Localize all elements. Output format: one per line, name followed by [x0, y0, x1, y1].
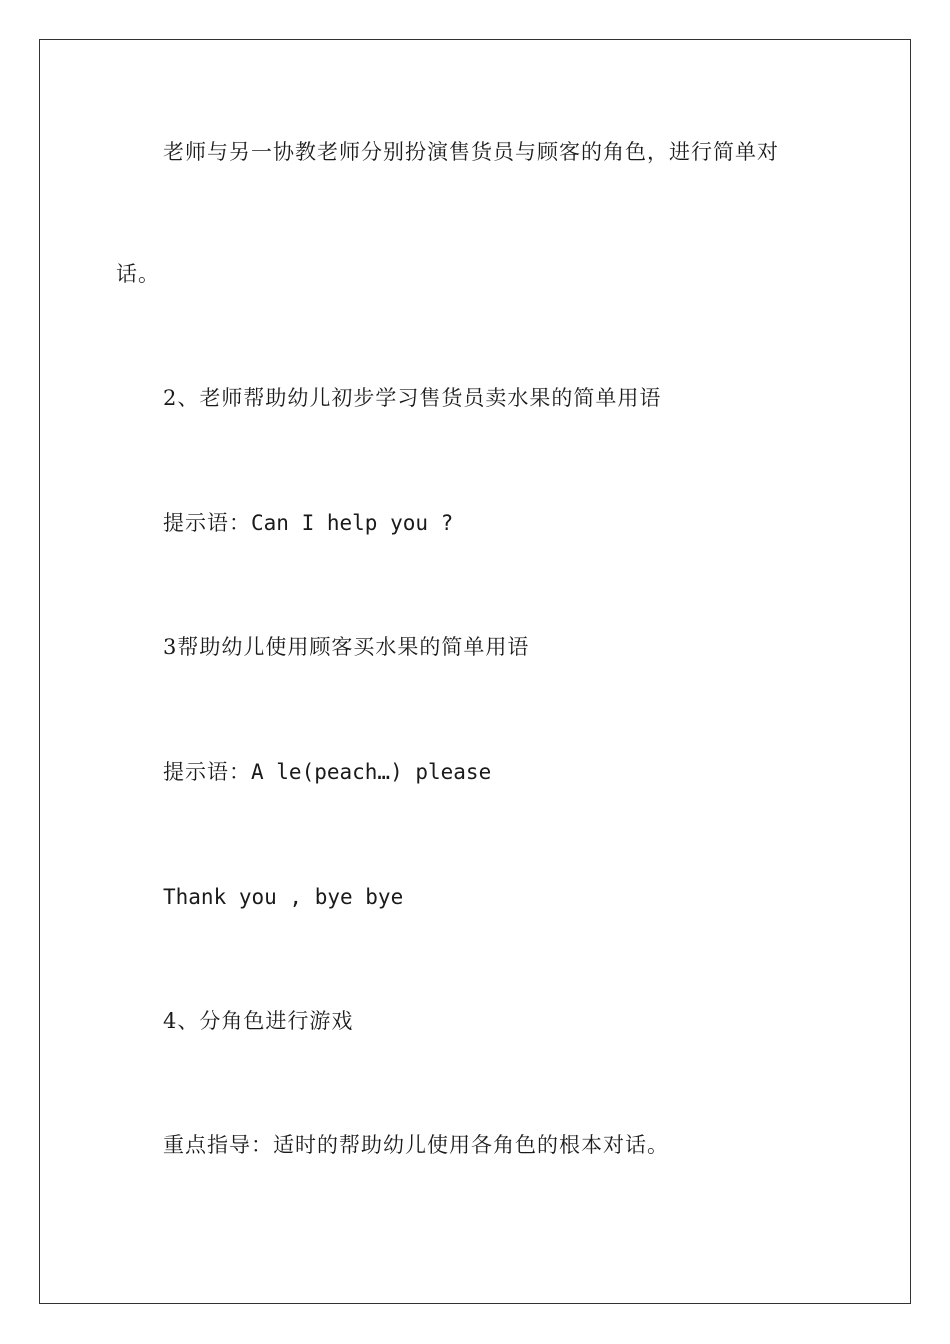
- paragraph-roleplay-intro: 老师与另一协教老师分别扮演售货员与顾客的角色，进行简单对: [163, 140, 779, 164]
- paragraph-step-3: 3帮助幼儿使用顾客买水果的简单用语: [163, 635, 530, 659]
- paragraph-thank-you: Thank you , bye bye: [163, 885, 404, 909]
- paragraph-roleplay-intro-continued: 话。: [116, 262, 160, 286]
- paragraph-step-4: 4、分角色进行游戏: [163, 1009, 354, 1033]
- prompt-label: 提示语：: [163, 760, 251, 784]
- prompt-english: Can I help you ?: [251, 511, 454, 535]
- paragraph-prompt-seller: [163, 509, 453, 537]
- paragraph-step-2: 2、老师帮助幼儿初步学习售货员卖水果的简单用语: [163, 386, 662, 410]
- prompt-english: A le(peach…) please: [251, 760, 492, 784]
- prompt-label: 提示语：: [163, 511, 251, 535]
- paragraph-key-guidance: 重点指导：适时的帮助幼儿使用各角色的根本对话。: [163, 1133, 669, 1157]
- page-border: [39, 39, 911, 1304]
- paragraph-prompt-customer: [163, 758, 491, 786]
